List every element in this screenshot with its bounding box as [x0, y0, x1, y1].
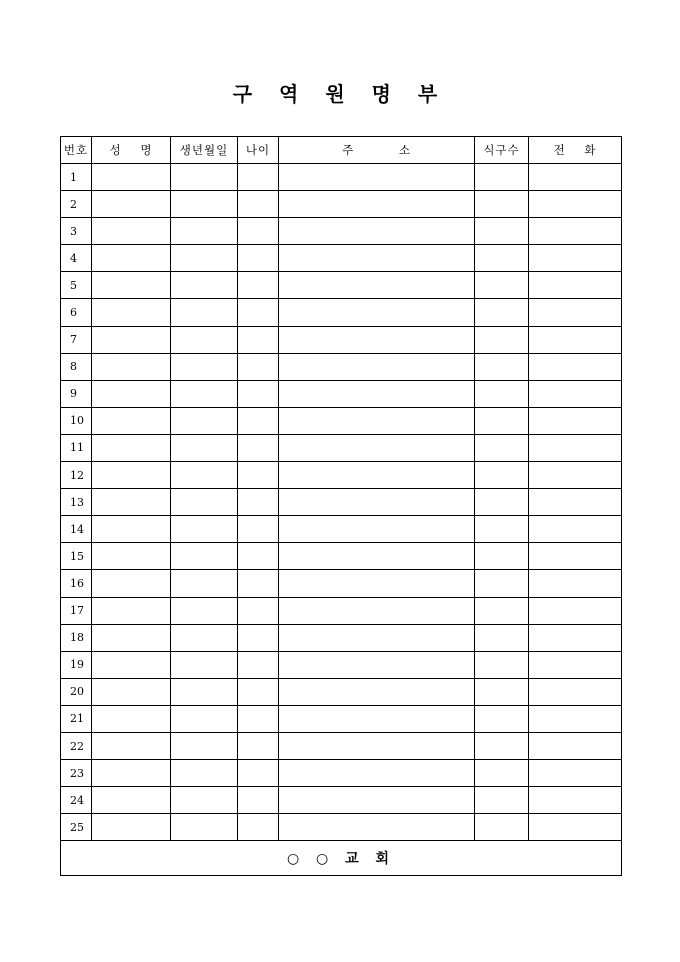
- phone-cell[interactable]: [529, 597, 622, 624]
- address-cell[interactable]: [279, 516, 475, 543]
- phone-cell[interactable]: [529, 380, 622, 407]
- header-number: 번호: [61, 137, 92, 164]
- age-cell[interactable]: [238, 434, 279, 461]
- table-row: [61, 489, 622, 516]
- birthdate-cell[interactable]: [171, 380, 238, 407]
- name-cell[interactable]: [92, 760, 171, 787]
- family-count-cell[interactable]: [475, 489, 529, 516]
- age-cell[interactable]: [238, 760, 279, 787]
- name-cell[interactable]: [92, 434, 171, 461]
- table-row: [61, 543, 622, 570]
- family-count-cell[interactable]: [475, 462, 529, 489]
- birthdate-cell[interactable]: [171, 651, 238, 678]
- name-cell[interactable]: [92, 245, 171, 272]
- phone-cell[interactable]: [529, 164, 622, 191]
- age-cell[interactable]: [238, 245, 279, 272]
- table-row: [61, 570, 622, 597]
- name-cell[interactable]: [92, 272, 171, 299]
- phone-cell[interactable]: [529, 245, 622, 272]
- family-count-cell[interactable]: [475, 191, 529, 218]
- name-cell[interactable]: [92, 543, 171, 570]
- church-name: ○ ○ 교 회: [61, 841, 622, 876]
- birthdate-cell[interactable]: [171, 272, 238, 299]
- name-cell[interactable]: [92, 624, 171, 651]
- phone-cell[interactable]: [529, 326, 622, 353]
- table-row: [61, 353, 622, 380]
- table-row: [61, 760, 622, 787]
- row-number: 7: [61, 326, 92, 353]
- age-cell[interactable]: [238, 299, 279, 326]
- address-cell[interactable]: [279, 543, 475, 570]
- address-cell[interactable]: [279, 787, 475, 814]
- row-number: 9: [61, 380, 92, 407]
- phone-cell[interactable]: [529, 760, 622, 787]
- name-cell[interactable]: [92, 191, 171, 218]
- family-count-cell[interactable]: [475, 787, 529, 814]
- page-title: 구 역 원 명 부: [232, 82, 448, 106]
- table-row: [61, 651, 622, 678]
- phone-cell[interactable]: [529, 407, 622, 434]
- age-cell[interactable]: [238, 326, 279, 353]
- birthdate-cell[interactable]: [171, 705, 238, 732]
- address-cell[interactable]: [279, 597, 475, 624]
- address-cell[interactable]: [279, 624, 475, 651]
- birthdate-cell[interactable]: [171, 218, 238, 245]
- phone-cell[interactable]: [529, 272, 622, 299]
- age-cell[interactable]: [238, 191, 279, 218]
- age-cell[interactable]: [238, 164, 279, 191]
- row-number: 6: [61, 299, 92, 326]
- age-cell[interactable]: [238, 570, 279, 597]
- row-number: 20: [61, 678, 92, 705]
- phone-cell[interactable]: [529, 191, 622, 218]
- name-cell[interactable]: [92, 814, 171, 841]
- address-cell[interactable]: [279, 760, 475, 787]
- phone-cell[interactable]: [529, 543, 622, 570]
- family-count-cell[interactable]: [475, 434, 529, 461]
- phone-cell[interactable]: [529, 299, 622, 326]
- family-count-cell[interactable]: [475, 624, 529, 651]
- address-cell[interactable]: [279, 407, 475, 434]
- name-cell[interactable]: [92, 164, 171, 191]
- address-cell[interactable]: [279, 272, 475, 299]
- phone-cell[interactable]: [529, 489, 622, 516]
- table-row: [61, 624, 622, 651]
- birthdate-cell[interactable]: [171, 732, 238, 759]
- birthdate-cell[interactable]: [171, 353, 238, 380]
- table-row: [61, 434, 622, 461]
- family-count-cell[interactable]: [475, 407, 529, 434]
- name-cell[interactable]: [92, 570, 171, 597]
- family-count-cell[interactable]: [475, 380, 529, 407]
- table-row: [61, 732, 622, 759]
- age-cell[interactable]: [238, 705, 279, 732]
- name-cell[interactable]: [92, 326, 171, 353]
- table-row: [61, 191, 622, 218]
- address-cell[interactable]: [279, 380, 475, 407]
- age-cell[interactable]: [238, 787, 279, 814]
- name-cell[interactable]: [92, 407, 171, 434]
- row-number: 19: [61, 651, 92, 678]
- birthdate-cell[interactable]: [171, 164, 238, 191]
- age-cell[interactable]: [238, 489, 279, 516]
- birthdate-cell[interactable]: [171, 407, 238, 434]
- table-row: [61, 299, 622, 326]
- family-count-cell[interactable]: [475, 516, 529, 543]
- row-number: 8: [61, 353, 92, 380]
- header-birthdate: 생년월일: [171, 137, 238, 164]
- row-number: 3: [61, 218, 92, 245]
- address-cell[interactable]: [279, 678, 475, 705]
- name-cell[interactable]: [92, 489, 171, 516]
- name-cell[interactable]: [92, 678, 171, 705]
- row-number: 12: [61, 462, 92, 489]
- family-count-cell[interactable]: [475, 678, 529, 705]
- table-row: [61, 164, 622, 191]
- birthdate-cell[interactable]: [171, 814, 238, 841]
- birthdate-cell[interactable]: [171, 787, 238, 814]
- phone-cell[interactable]: [529, 462, 622, 489]
- phone-cell[interactable]: [529, 814, 622, 841]
- birthdate-cell[interactable]: [171, 489, 238, 516]
- family-count-cell[interactable]: [475, 543, 529, 570]
- address-cell[interactable]: [279, 489, 475, 516]
- table-row: [61, 407, 622, 434]
- age-cell[interactable]: [238, 732, 279, 759]
- age-cell[interactable]: [238, 272, 279, 299]
- row-number: 16: [61, 570, 92, 597]
- age-cell[interactable]: [238, 624, 279, 651]
- table-row: [61, 272, 622, 299]
- table-row: [61, 462, 622, 489]
- age-cell[interactable]: [238, 407, 279, 434]
- address-cell[interactable]: [279, 326, 475, 353]
- birthdate-cell[interactable]: [171, 245, 238, 272]
- address-cell[interactable]: [279, 570, 475, 597]
- age-cell[interactable]: [238, 651, 279, 678]
- table-row: [61, 597, 622, 624]
- row-number: 14: [61, 516, 92, 543]
- address-cell[interactable]: [279, 732, 475, 759]
- address-cell[interactable]: [279, 191, 475, 218]
- family-count-cell[interactable]: [475, 814, 529, 841]
- name-cell[interactable]: [92, 787, 171, 814]
- birthdate-cell[interactable]: [171, 462, 238, 489]
- table-row: [61, 326, 622, 353]
- name-cell[interactable]: [92, 380, 171, 407]
- birthdate-cell[interactable]: [171, 434, 238, 461]
- family-count-cell[interactable]: [475, 272, 529, 299]
- phone-cell[interactable]: [529, 353, 622, 380]
- age-cell[interactable]: [238, 543, 279, 570]
- table-row: [61, 218, 622, 245]
- row-number: 22: [61, 732, 92, 759]
- row-number: 4: [61, 245, 92, 272]
- address-cell[interactable]: [279, 299, 475, 326]
- footer-row: [61, 841, 622, 876]
- birthdate-cell[interactable]: [171, 299, 238, 326]
- table-row: [61, 245, 622, 272]
- address-cell[interactable]: [279, 218, 475, 245]
- age-cell[interactable]: [238, 678, 279, 705]
- family-count-cell[interactable]: [475, 218, 529, 245]
- phone-cell[interactable]: [529, 787, 622, 814]
- name-cell[interactable]: [92, 218, 171, 245]
- row-number: 5: [61, 272, 92, 299]
- row-number: 2: [61, 191, 92, 218]
- family-count-cell[interactable]: [475, 705, 529, 732]
- address-cell[interactable]: [279, 651, 475, 678]
- header-age: 나이: [238, 137, 279, 164]
- phone-cell[interactable]: [529, 651, 622, 678]
- row-number: 24: [61, 787, 92, 814]
- table-row: [61, 516, 622, 543]
- family-count-cell[interactable]: [475, 651, 529, 678]
- row-number: 10: [61, 407, 92, 434]
- address-cell[interactable]: [279, 462, 475, 489]
- age-cell[interactable]: [238, 218, 279, 245]
- header-family-count: 식구수: [475, 137, 529, 164]
- family-count-cell[interactable]: [475, 597, 529, 624]
- row-number: 1: [61, 164, 92, 191]
- age-cell[interactable]: [238, 380, 279, 407]
- phone-cell[interactable]: [529, 732, 622, 759]
- family-count-cell[interactable]: [475, 245, 529, 272]
- name-cell[interactable]: [92, 462, 171, 489]
- birthdate-cell[interactable]: [171, 597, 238, 624]
- phone-cell[interactable]: [529, 218, 622, 245]
- age-cell[interactable]: [238, 597, 279, 624]
- phone-cell[interactable]: [529, 624, 622, 651]
- name-cell[interactable]: [92, 597, 171, 624]
- family-count-cell[interactable]: [475, 299, 529, 326]
- row-number: 15: [61, 543, 92, 570]
- address-cell[interactable]: [279, 164, 475, 191]
- phone-cell[interactable]: [529, 570, 622, 597]
- phone-cell[interactable]: [529, 705, 622, 732]
- phone-cell[interactable]: [529, 516, 622, 543]
- age-cell[interactable]: [238, 353, 279, 380]
- birthdate-cell[interactable]: [171, 516, 238, 543]
- header-row: [61, 137, 622, 164]
- header-name: 성 명: [92, 137, 171, 164]
- row-number: 25: [61, 814, 92, 841]
- birthdate-cell[interactable]: [171, 326, 238, 353]
- family-count-cell[interactable]: [475, 732, 529, 759]
- name-cell[interactable]: [92, 516, 171, 543]
- age-cell[interactable]: [238, 516, 279, 543]
- family-count-cell[interactable]: [475, 570, 529, 597]
- family-count-cell[interactable]: [475, 326, 529, 353]
- phone-cell[interactable]: [529, 434, 622, 461]
- birthdate-cell[interactable]: [171, 570, 238, 597]
- table-row: [61, 787, 622, 814]
- family-count-cell[interactable]: [475, 353, 529, 380]
- birthdate-cell[interactable]: [171, 191, 238, 218]
- header-phone: 전 화: [529, 137, 622, 164]
- table-row: [61, 678, 622, 705]
- table-row: [61, 380, 622, 407]
- address-cell[interactable]: [279, 353, 475, 380]
- phone-cell[interactable]: [529, 678, 622, 705]
- family-count-cell[interactable]: [475, 760, 529, 787]
- address-cell[interactable]: [279, 245, 475, 272]
- name-cell[interactable]: [92, 353, 171, 380]
- row-number: 18: [61, 624, 92, 651]
- row-number: 23: [61, 760, 92, 787]
- birthdate-cell[interactable]: [171, 678, 238, 705]
- name-cell[interactable]: [92, 732, 171, 759]
- row-number: 13: [61, 489, 92, 516]
- family-count-cell[interactable]: [475, 164, 529, 191]
- address-cell[interactable]: [279, 434, 475, 461]
- table-row: [61, 705, 622, 732]
- age-cell[interactable]: [238, 814, 279, 841]
- roster-body: [61, 164, 622, 841]
- name-cell[interactable]: [92, 651, 171, 678]
- row-number: 17: [61, 597, 92, 624]
- name-cell[interactable]: [92, 705, 171, 732]
- row-number: 11: [61, 434, 92, 461]
- birthdate-cell[interactable]: [171, 543, 238, 570]
- birthdate-cell[interactable]: [171, 760, 238, 787]
- birthdate-cell[interactable]: [171, 624, 238, 651]
- row-number: 21: [61, 705, 92, 732]
- address-cell[interactable]: [279, 814, 475, 841]
- header-address: 주 소: [279, 137, 475, 164]
- table-row: [61, 814, 622, 841]
- roster-table: [60, 136, 622, 876]
- address-cell[interactable]: [279, 705, 475, 732]
- name-cell[interactable]: [92, 299, 171, 326]
- age-cell[interactable]: [238, 462, 279, 489]
